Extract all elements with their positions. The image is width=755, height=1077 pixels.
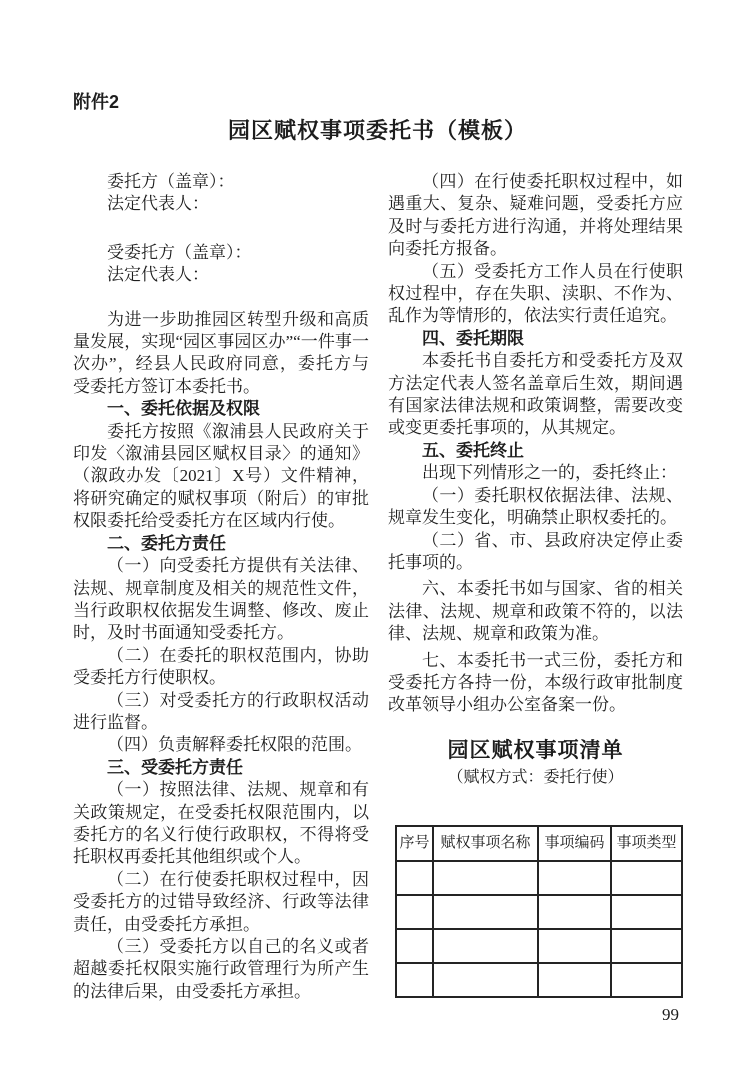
table-cell <box>433 861 538 895</box>
table-cell <box>396 895 433 929</box>
paragraph: 出现下列情形之一的，委托终止： <box>422 463 677 483</box>
table-cell <box>396 861 433 895</box>
paragraph: 为进一步助推园区转型升级和高质量发展，实现“园区事园区办”“一件事一次办”，经县人民政府同意，委托方与受委托方签订本委托书。 <box>73 309 369 396</box>
legal-rep-line: 法定代表人： <box>107 194 209 214</box>
table-cell <box>611 895 682 929</box>
paragraph: （一）按照法律、法规、规章和有关政策规定，在受委托权限范围内，以委托方的名义行使行政职权，不得将受托职权再委托其他组织或个人。 <box>73 780 369 867</box>
entruster-seal-line: 委托方（盖章）： <box>107 172 235 191</box>
section-heading: 五、委托终止 <box>422 440 524 460</box>
right-column <box>388 171 683 998</box>
section-heading: 四、委托期限 <box>422 328 524 348</box>
section-heading: 三、受委托方责任 <box>107 757 243 777</box>
paragraph: 本委托书自委托方和受委托方及双方法定代表人签名盖章后生效，期间遇有国家法律法规和政策调整，需要改变或变更委托事项的，从其规定。 <box>388 351 683 438</box>
table-cell <box>538 861 611 895</box>
paragraph: 六、本委托书如与国家、省的相关法律、法规、规章和政策不符的，以法律、法规、规章和政策为准。 <box>388 579 683 644</box>
authorization-table <box>395 825 683 998</box>
table-header-cell: 事项编码 <box>538 826 611 861</box>
table-row <box>396 929 682 963</box>
table-row <box>396 861 682 895</box>
paragraph: 七、本委托书一式三份，委托方和受委托方各持一份，本级行政审批制度改革领导小组办公室备案一份。 <box>388 650 683 715</box>
table-header-cell: 赋权事项名称 <box>433 826 538 861</box>
table-row <box>396 895 682 929</box>
paragraph: （三）受委托方以自己的名义或者超越委托权限实施行政管理行为所产生的法律后果，由受委托方承担。 <box>73 937 369 1001</box>
paragraph: （一）委托职权依据法律、法规、规章发生变化，明确禁止职权委托的。 <box>388 485 683 528</box>
table-cell <box>433 929 538 963</box>
paragraph: （二）在委托的职权范围内，协助受委托方行使职权。 <box>73 645 369 688</box>
paragraph: （四）在行使委托职权过程中，如遇重大、复杂、疑难问题，受委托方应及时与委托方进行沟通，并将处理结果向委托方报备。 <box>388 172 683 259</box>
table-cell <box>611 963 682 997</box>
document-title: 园区赋权事项委托书（模板） <box>227 118 527 143</box>
entrustee-seal-line: 受委托方（盖章）： <box>107 242 252 262</box>
paragraph: （三）对受委托方的行政职权活动进行监督。 <box>73 690 369 732</box>
table-cell <box>538 963 611 997</box>
table-cell <box>396 929 433 963</box>
paragraph: 委托方按照《溆浦县人民政府关于印发〈溆浦县园区赋权目录〉的通知》（溆政办发〔2021〕X号）文件精神，将研究确定的赋权事项（附后）的审批权限委托给受委托方在区域内行使。 <box>73 421 369 531</box>
table-header-cell: 序号 <box>396 826 433 861</box>
left-column <box>73 171 369 1003</box>
attachment-label: 附件2 <box>73 92 120 112</box>
table-header-cell: 事项类型 <box>611 826 682 861</box>
table-cell <box>538 895 611 929</box>
table-cell <box>611 861 682 895</box>
table-cell <box>538 929 611 963</box>
section-heading: 一、委托依据及权限 <box>107 399 260 419</box>
table-cell <box>611 929 682 963</box>
list-title: 园区赋权事项清单 <box>447 737 624 762</box>
table-header-row <box>396 826 682 861</box>
list-subtitle: （赋权方式：委托行使） <box>447 768 624 786</box>
paragraph: （五）受委托方工作人员在行使职权过程中，存在失职、渎职、不作为、乱作为等情形的，依法实行责任追究。 <box>388 261 683 326</box>
legal-rep-line: 法定代表人： <box>107 265 209 285</box>
table-cell <box>396 963 433 997</box>
section-heading: 二、委托方责任 <box>107 533 226 553</box>
table-cell <box>433 895 538 929</box>
table-row <box>396 963 682 997</box>
table-cell <box>433 963 538 997</box>
paragraph: （二）省、市、县政府决定停止委托事项的。 <box>388 530 683 572</box>
page-number: 99 <box>662 1005 679 1024</box>
paragraph: （四）负责解释委托权限的范围。 <box>107 735 362 755</box>
paragraph: （二）在行使委托职权过程中，因受委托方的过错导致经济、行政等法律责任，由受委托方承担。 <box>73 869 369 934</box>
paragraph: （一）向受委托方提供有关法律、法规、规章制度及相关的规范性文件，当行政职权依据发生调整、修改、废止时，及时书面通知受委托方。 <box>73 556 369 643</box>
